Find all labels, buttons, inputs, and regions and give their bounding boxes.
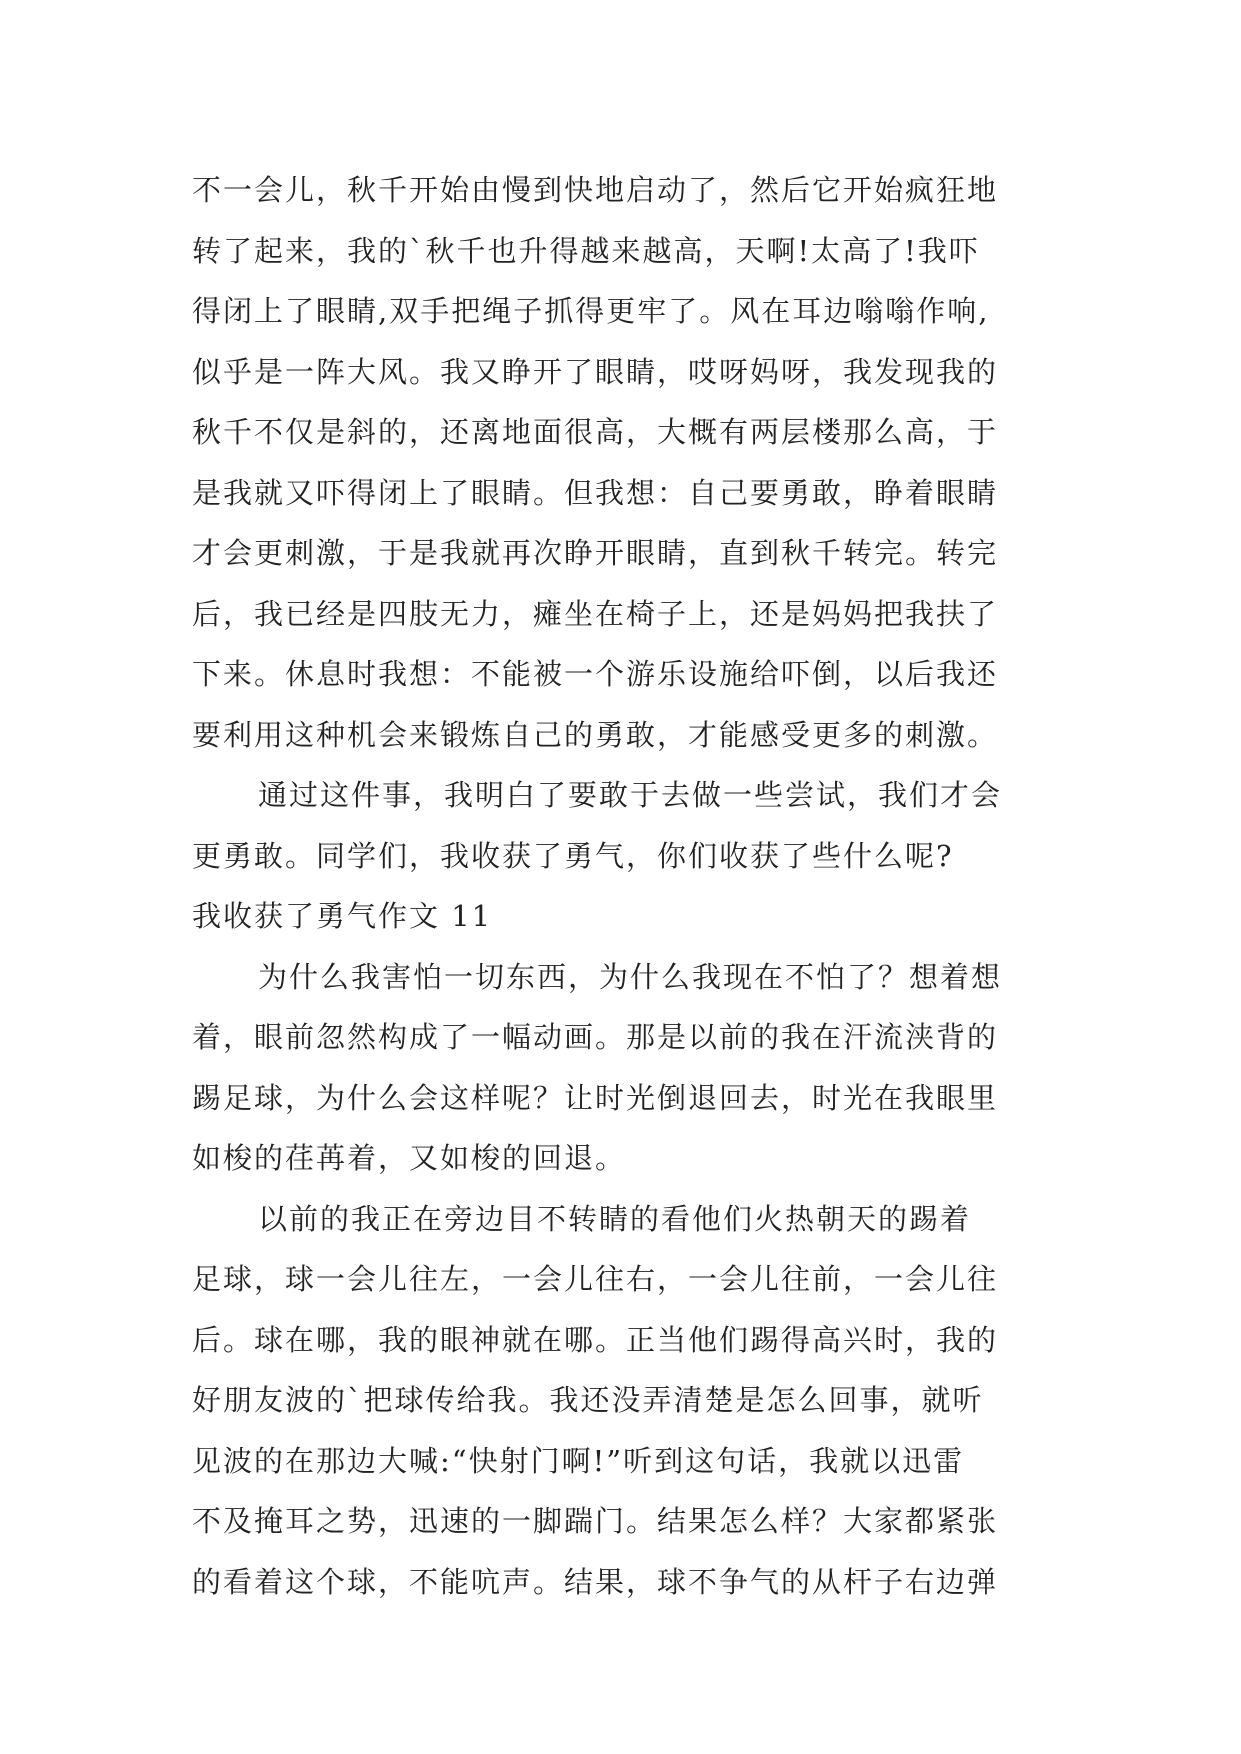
- text-line-8: 后，我已经是四肢无力，瘫坐在椅子上，还是妈妈把我扶了: [192, 596, 999, 631]
- text-line-1: 不一会儿，秋千开始由慢到快地启动了，然后它开始疯狂地: [192, 173, 999, 207]
- text-line-12: 更勇敢。同学们，我收获了勇气，你们收获了些什么呢?: [192, 838, 954, 873]
- text-line-3: 得闭上了眼睛,双手把绳子抓得更牢了。风在耳边嗡嗡作响,: [192, 294, 990, 328]
- text-line-4: 似乎是一阵大风。我又睁开了眼睛，哎呀妈呀，我发现我的: [192, 354, 999, 389]
- text-line-21: 好朋友波的`把球传给我。我还没弄清楚是怎么回事，就听: [192, 1383, 984, 1417]
- text-line-2: 转了起来，我的`秋千也升得越来越高，天啊!太高了!我吓: [192, 233, 980, 268]
- text-line-22: 见波的在那边大喊:“快射门啊!”听到这句话，我就以迅雷: [192, 1443, 965, 1478]
- text-line-16: 踢足球，为什么会这样呢？让时光倒退回去，时光在我眼里: [192, 1080, 999, 1115]
- text-line-7: 才会更刺激，于是我就再次睁开眼睛，直到秋千转完。转完: [192, 536, 999, 570]
- text-line-19: 足球，球一会儿往左，一会儿往右，一会儿往前，一会儿往: [192, 1262, 999, 1296]
- text-line-9: 下来。休息时我想：不能被一个游乐设施给吓倒，以后我还: [192, 657, 999, 691]
- text-line-5: 秋千不仅是斜的，还离地面很高，大概有两层楼那么高，于: [192, 415, 999, 449]
- paragraph-start-line: 以前的我正在旁边目不转睛的看他们火热朝天的踢着: [258, 1201, 972, 1236]
- text-line-17: 如梭的荏苒着，又如梭的回退。: [192, 1141, 627, 1175]
- text-line-15: 着，眼前忽然构成了一幅动画。那是以前的我在汗流浃背的: [192, 1020, 999, 1054]
- section-heading: 我收获了勇气作文 11: [192, 899, 493, 933]
- paragraph-start-line: 通过这件事，我明白了要敢于去做一些尝试，我们才会: [258, 778, 1003, 812]
- text-line-23: 不及掩耳之势，迅速的一脚踹门。结果怎么样？大家都紧张: [192, 1504, 999, 1538]
- document-body: [192, 160, 1062, 1612]
- text-line-10: 要利用这种机会来锻炼自己的勇敢，才能感受更多的刺激。: [192, 717, 999, 752]
- text-line-6: 是我就又吓得闭上了眼睛。但我想：自己要勇敢，睁着眼睛: [192, 475, 999, 510]
- text-line-20: 后。球在哪，我的眼神就在哪。正当他们踢得高兴时，我的: [192, 1322, 999, 1357]
- text-line-24: 的看着这个球，不能吭声。结果，球不争气的从杆子右边弹: [192, 1564, 999, 1599]
- paragraph-start-line: 为什么我害怕一切东西，为什么我现在不怕了？想着想: [258, 959, 1003, 994]
